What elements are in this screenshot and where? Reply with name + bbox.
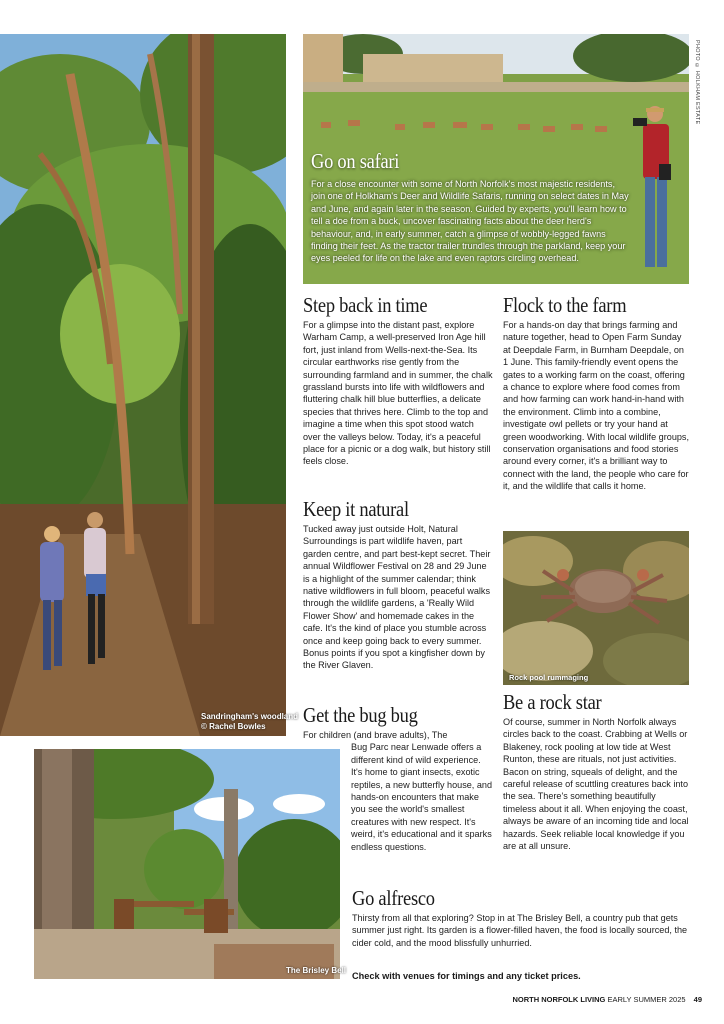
natural-body: Tucked away just outside Holt, Natural Surroundings is part wildlife haven, part garden centre, and part best-kept secret. Their annual Wildflower Festival on 28 and 29 June is a highlight of the summer calendar; think native wildflowers in full bloom, peaceful walks through the wildlife gardens, a 'Really Wild Flower Show' and homemade cakes in the cafe. It's the kind of place you stumble across once and keep going back to every summer. Bonus points if you spot a kingfisher down by the River Glaven. xyxy=(303,524,491,671)
step-back-title: Step back in time xyxy=(303,293,428,317)
woodland-credit-text: © Rachel Bowles xyxy=(201,722,266,731)
woodland-caption-text: Sandringham's woodland xyxy=(201,712,299,721)
section-flock xyxy=(503,294,691,493)
photo-credit: PHOTO © HOLKHAM ESTATE xyxy=(694,40,700,125)
bug-title: Get the bug bug xyxy=(303,703,418,727)
issue-name: EARLY SUMMER 2025 xyxy=(607,995,686,1004)
natural-title: Keep it natural xyxy=(303,497,409,521)
rockpool-photo xyxy=(503,531,689,685)
safari-body: For a close encounter with some of North Norfolk's most majestic residents, join one of Holkham's Deer and Wildlife Safaris, running on select dates in May and June, and again later in the season. Guided by experts, you'll learn how to tell a doe from a buck, uncover fascinating facts about the deer herd's behaviour, and, in early summer, catch a glimpse of wobbly-legged fawns finding their feet. As the tractor trailer trundles through the parkland, keep your eyes peeled for life on the lake and even raptors circling overhead. xyxy=(311,179,629,264)
section-natural xyxy=(303,498,493,672)
rockpool-caption: Rock pool rummaging xyxy=(509,673,589,682)
rockstar-title: Be a rock star xyxy=(503,690,602,714)
brisley-caption: The Brisley Bell xyxy=(286,966,347,975)
alfresco-title: Go alfresco xyxy=(352,886,435,910)
section-step-back xyxy=(303,294,493,468)
rockstar-body: Of course, summer in North Norfolk always circles back to the coast. Crabbing at Wells or Blakeney, rock pooling at low tide at West Runton, these are rituals, not just activities. Bacon on string, squeals of delight, and the careful release of scuttling creatures back into the sea. There's something beautifully timeless about it all. When enjoying the coast, always be aware of an incoming tide and local hazards. Seek reliable local knowledge if you are at all unsure. xyxy=(503,717,689,852)
section-rockstar xyxy=(503,691,691,852)
page-footer xyxy=(512,995,702,1004)
woodland-caption xyxy=(201,712,298,732)
section-safari xyxy=(311,150,681,265)
step-back-body: For a glimpse into the distant past, explore Warham Camp, a well-preserved Iron Age hill fort, just inland from Wells-next-the-Sea. Its circular earthworks rise gently from the surrounding farmland and in summer, the chalk grassland bursts into life with wildflowers and fluttering chalk hill blue butterflies, a delicate species that thrives here. Climb to the top and imagine a time when this spot stood watch over the valleys below. Today, it's a peaceful place for a picnic or a dog walk, but history still feels close. xyxy=(303,320,493,467)
bug-body: Bug Parc near Lenwade offers a different kind of wild experience. It's home to giant insects, exotic reptiles, a new butterfly house, and hands-on encounters that make you see the world's smallest creatures with new respect. It's weird, it's educational and it sparks endless questions. xyxy=(351,742,493,852)
safari-title: Go on safari xyxy=(311,149,400,173)
flock-body: For a hands-on day that brings farming and nature together, head to Open Farm Sunday at Deepdale Farm, in Burnham Deepdale, on 1 June. This family-friendly event opens the gates to a working farm on the coast, offering a chance to explore where food comes from and how farming can work hand-in-hand with the environment. Climb into a combine, investigate owl pellets or try your hand at green woodworking. With local wildlife groups, conservation organisations and food stories around every corner, it's a brilliant way to connect with the land, the people who care for it, and the wildlife that calls it home. xyxy=(503,320,690,492)
woodland-photo xyxy=(0,34,286,736)
page-number: 49 xyxy=(693,995,702,1004)
flock-title: Flock to the farm xyxy=(503,293,627,317)
section-alfresco xyxy=(352,887,692,949)
footer-note: Check with venues for timings and any ticket prices. xyxy=(352,971,581,981)
brisley-photo xyxy=(34,749,340,979)
alfresco-body: Thirsty from all that exploring? Stop in at The Brisley Bell, a country pub that gets summer just right. Its garden is a flower-filled haven, the food is locally sourced, the cider cold, and the mood blissfully unhurried. xyxy=(352,913,688,948)
magazine-name: NORTH NORFOLK LIVING xyxy=(512,995,606,1004)
bug-lead: For children (and brave adults), The xyxy=(303,730,448,740)
